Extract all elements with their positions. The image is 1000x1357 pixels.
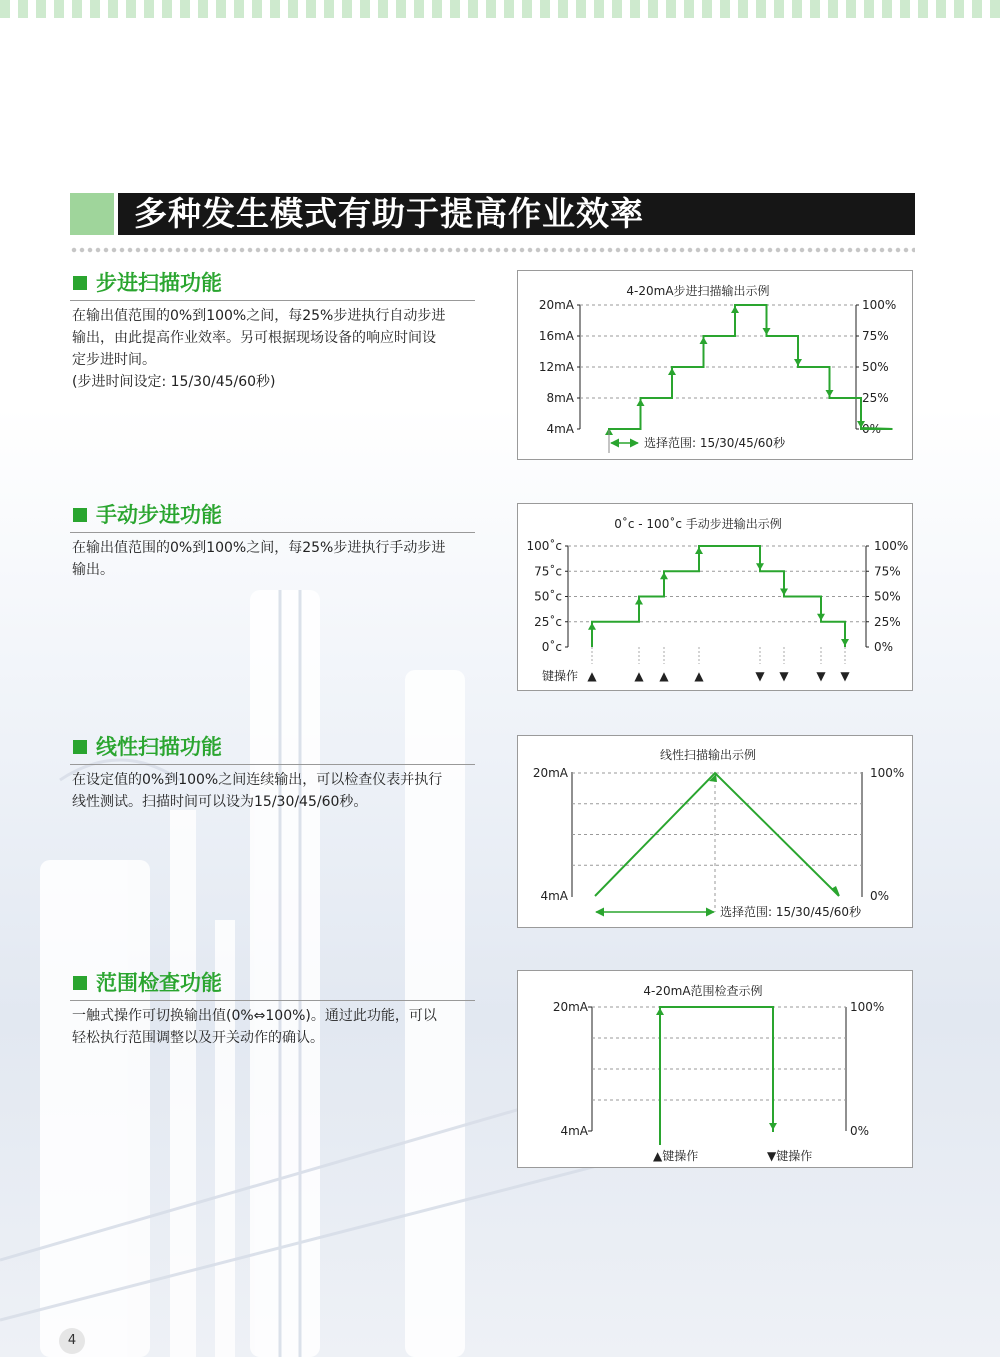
chart-title: 4-20mA步进扫描输出示例	[626, 284, 770, 298]
chart-title: 0˚c - 100˚c 手动步进输出示例	[614, 517, 782, 531]
y-tick-label-right: 50%	[862, 360, 889, 374]
section-header	[70, 498, 475, 533]
section-header	[70, 966, 475, 1001]
step-up-arrow	[700, 337, 708, 344]
section-manual-step	[70, 498, 475, 581]
y-tick-label: 4mA	[546, 422, 574, 436]
key-down-icon: ▼	[755, 669, 765, 683]
step-down-arrow	[841, 639, 849, 646]
step-down-arrow	[756, 563, 764, 570]
chart-linear-scan	[517, 735, 913, 928]
chart-manual-step-svg	[518, 504, 912, 690]
key-up-icon: ▲	[587, 669, 597, 683]
step-up-arrow	[635, 598, 643, 605]
page-title-bar	[70, 193, 915, 235]
y-tick-label: 16mA	[538, 329, 574, 343]
top-decorative-stripe	[0, 0, 1000, 18]
description-line: 在输出值范围的0%到100%之间，每25%步进执行手动步进	[72, 540, 446, 556]
key-up-icon: ▲	[634, 669, 644, 683]
y-tick-label-right: 100%	[862, 298, 897, 312]
step-up-arrow	[656, 1008, 664, 1015]
y-tick-label-right: 0%	[862, 422, 882, 436]
bullet-square-icon	[73, 508, 87, 522]
bullet-square-icon	[73, 740, 87, 754]
step-down-arrow	[780, 589, 788, 596]
chart-range-check	[517, 970, 913, 1168]
description-line: 输出。	[72, 562, 114, 578]
y-tick-label: 75˚c	[534, 564, 562, 579]
section-title: 范围检查功能	[96, 971, 222, 995]
step-down-arrow	[826, 390, 834, 397]
chart-manual-step	[517, 503, 913, 691]
section-title: 线性扫描功能	[96, 735, 222, 759]
chart-title: 线性扫描输出示例	[659, 748, 757, 762]
down-key-label: ▼键操作	[767, 1149, 813, 1163]
description-line: 在设定值的0%到100%之间连续输出，可以检查仪表并执行	[72, 772, 443, 788]
key-up-icon: ▲	[694, 669, 704, 683]
range-note: 选择范围: 15/30/45/60秒	[644, 436, 786, 450]
dotted-divider	[70, 247, 915, 253]
y-tick-label-right: 100%	[870, 766, 905, 780]
section-range-check	[70, 966, 475, 1049]
y-tick-label: 4mA	[540, 889, 568, 903]
key-up-icon: ▲	[659, 669, 669, 683]
step-up-arrow	[660, 572, 668, 579]
chart-linear-scan-svg	[518, 736, 912, 927]
step-down-arrow	[763, 328, 771, 335]
section-description	[72, 1005, 475, 1049]
range-note: 选择范围: 15/30/45/60秒	[720, 905, 862, 919]
chart-range-check-svg	[518, 971, 912, 1167]
y-tick-label-right: 75%	[874, 564, 901, 579]
y-tick-label-right: 25%	[862, 391, 889, 405]
y-tick-label: 8mA	[546, 391, 574, 405]
step-up-arrow	[637, 399, 645, 406]
end-arrow	[831, 886, 840, 896]
y-tick-label: 4mA	[560, 1124, 588, 1138]
y-tick-label-right: 50%	[874, 589, 901, 604]
y-tick-label-right: 100%	[850, 1000, 885, 1014]
bullet-square-icon	[73, 976, 87, 990]
step-down-arrow	[769, 1123, 777, 1130]
description-line: (步进时间设定: 15/30/45/60秒)	[72, 374, 276, 390]
section-header	[70, 730, 475, 765]
chart-title: 4-20mA范围检查示例	[643, 984, 763, 998]
y-tick-label-right: 100%	[874, 539, 909, 553]
page-number: 4	[59, 1328, 85, 1354]
step-down-arrow	[794, 359, 802, 366]
step-up-arrow	[668, 368, 676, 375]
toggle-series-line	[660, 1007, 773, 1145]
chart-step-scan-svg	[518, 271, 912, 459]
y-tick-label: 20mA	[532, 766, 568, 780]
y-tick-label: 0˚c	[541, 640, 562, 654]
description-line: 定步进时间。	[72, 352, 156, 368]
section-header	[70, 266, 475, 301]
up-key-label: ▲键操作	[653, 1149, 699, 1163]
description-line: 输出，由此提高作业效率。另可根据现场设备的响应时间设	[72, 330, 436, 346]
y-tick-label: 100˚c	[526, 539, 562, 553]
chart-step-scan	[517, 270, 913, 460]
y-tick-label: 50˚c	[534, 589, 562, 604]
key-down-icon: ▼	[816, 669, 826, 683]
section-description	[72, 305, 475, 393]
bullet-square-icon	[73, 276, 87, 290]
description-line: 线性测试。扫描时间可以设为15/30/45/60秒。	[72, 794, 368, 810]
key-down-icon: ▼	[779, 669, 789, 683]
section-description	[72, 769, 475, 813]
y-tick-label: 25˚c	[534, 614, 562, 629]
page-title: 多种发生模式有助于提高作业效率	[134, 194, 644, 233]
description-line: 在输出值范围的0%到100%之间，每25%步进执行自动步进	[72, 308, 446, 324]
step-up-arrow	[731, 306, 739, 313]
section-title: 手动步进功能	[96, 503, 222, 527]
section-linear-scan	[70, 730, 475, 813]
y-tick-label-right: 0%	[874, 640, 894, 654]
key-operation-label: 键操作	[542, 669, 579, 683]
y-tick-label-right: 75%	[862, 329, 889, 343]
description-line: 轻松执行范围调整以及开关动作的确认。	[72, 1030, 324, 1046]
y-tick-label-right: 0%	[870, 889, 890, 903]
y-tick-label: 20mA	[538, 298, 574, 312]
key-down-icon: ▼	[840, 669, 850, 683]
y-tick-label: 12mA	[538, 360, 574, 374]
y-tick-label-right: 25%	[874, 614, 901, 629]
section-description	[72, 537, 475, 581]
y-tick-label: 20mA	[552, 1000, 588, 1014]
section-title: 步进扫描功能	[96, 271, 222, 295]
title-accent-tab	[70, 193, 114, 235]
step-down-arrow	[817, 614, 825, 621]
step-up-arrow	[588, 623, 596, 630]
y-tick-label-right: 0%	[850, 1124, 870, 1138]
step-up-arrow	[695, 547, 703, 554]
description-line: 一触式操作可切换输出值(0%⇔100%)。通过此功能，可以	[72, 1008, 437, 1024]
section-step-scan	[70, 266, 475, 393]
